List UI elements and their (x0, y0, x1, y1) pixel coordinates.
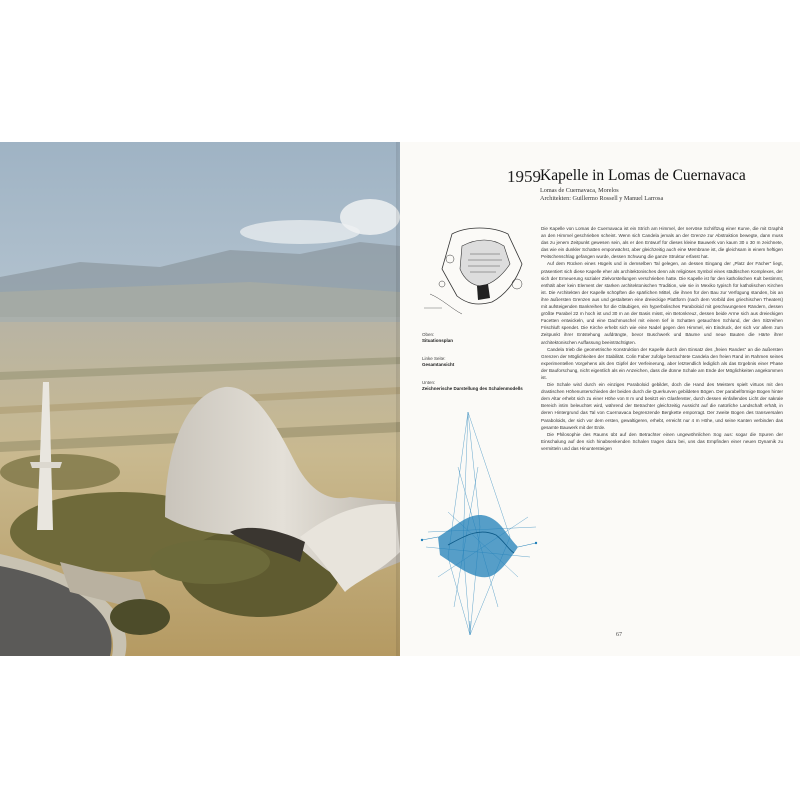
caption-position: Oben: (422, 332, 435, 337)
paragraph: Die Philosophie des Raums übt auf den Betrachter einen ungewöhnlichen Sog aus: sogar die Spuren der Einschalung auf den sich hinabsenkenden Schalen tragen dazu bei, uns das Empfinden einer neuen Dynamik zu vermitteln und das Hinuntersteigen (541, 431, 783, 451)
page-title: Kapelle in Lomas de Cuernavaca (540, 167, 746, 184)
paragraph: Auf dem Rücken eines Hügels und in demselben Tal gelegen, an dessen Eingang der „Platz der Fächer“ liegt, präsentiert sich diese Kapelle eher als architektonisches denn als religiöses Symbol eines städtischen Komplexes, der sich der Erneuerung sozialer Zielvorstellungen verschrieben hatte. Die Kapelle ist für den katholischen Kult bestimmt, enthält aber kein Element der starken architektonischen Tradition, wie sie in Mexiko typisch für katholischen Kirchen ist. Die Architekten der Kapelle schöpften die spärlichen Mittel, die ihnen für den Bau zur Verfügung standen, bis an ihre äußersten Grenzen aus und gestalteten eine dreieckige Plattform (nach dem Vorbild des griechischen Theaters) mit aufsteigenden Bankreihen für die Gläubigen, ein hyperbolisches Paraboloid mit geschwungenen Rändern, dessen größte Parabel 22 m hoch ist und 30 m an der Basis misst, ein Betonkreuz, dessen beide Arme sich aus dreieckigen Facetten entwickeln, und eine Dachmuschel mit einem tief in Schatten getauchten Schlund, der den Sitzreihen Frischluft spendet. Die Kirche erhebt sich wie eine Nadel gegen den Himmel, ein Eindruck, der sich vor allem zum Zeitpunkt ihrer Entstehung aufdrängte, bevor Buschwerk und Bäume und neue Bauten die Härte ihrer architektonischen Auffassung beeinträchtigten. (541, 261, 783, 345)
paragraph: Die Kapelle von Lomas de Cuernavaca ist ein Strich am Himmel, der nervöse Schriftzug einer Kurve, die mit Graphit an den Himmel geschrieben scheint. Wenn sich Candela jemals an der Grenze zur Abstraktion bewegte, dann muss das zu jenem Zeitpunkt gewesen sein, als er den Entwurf für dieses kleine Bauwerk von kaum 30 x 30 m zeichnete, das wie ein dunkler Schatten emporwächst, aber gleichzeitig auch eine Membrane ist, die gleichsam in einem heftigen Peitschenschlag gefangen wurde, dessen Schwung die ganze Struktur erfasst hat. (541, 226, 783, 260)
caption-bottom (422, 380, 534, 392)
caption-left-page (422, 356, 454, 368)
chapel-photograph (0, 142, 400, 656)
year: 1959 (507, 167, 541, 186)
caption-label: Zeichnerische Darstellung des Schalenmodells (422, 386, 523, 391)
caption-position: Unten: (422, 380, 436, 385)
landscape-photo-image (0, 142, 400, 656)
page-number: 67 (616, 632, 622, 638)
shell-model-drawing (418, 407, 540, 637)
caption-label: Gesamtansicht (422, 362, 455, 367)
caption-position: Linke Seite: (422, 356, 446, 361)
article-body (541, 225, 783, 452)
paragraph: Die Schale wird durch ein einziges Paraboloid gebildet, doch die Hand des Meisters spielt virtuos mit den drastischen Höhenunterschieden der beiden durch die Querkurven gebildeten Bögen. Der parabelförmige Bogen hinter dem Altar erhebt sich zu einer Höhe von 8 m und besitzt ein Glasfenster, durch dessen einfallendes Licht der sakrale Bereich intim beleuchtet wird, während der Betrachter gleichzeitig Aussicht auf die natürliche Landschaft erhält, in deren Hintergrund das Tal von Cuernavaca begrenzende Bergkette emporragt. Der zweite Bogen des transversalen Paraboloids, der sich vor dem ersten, gewaltigeren, erhebt, erreicht nur 4 m Höhe, und seine Kanten verbinden das gesamte Bauwerk mit der Erde. (541, 382, 783, 430)
site-plan-drawing (422, 224, 534, 318)
book-spread (0, 142, 800, 656)
text-page (400, 142, 800, 656)
caption-top (422, 332, 453, 344)
architects-line: Architekten: Guillermo Rossell y Manuel Larrosa (540, 195, 664, 202)
location-subtitle: Lomas de Cuernavaca, Morelos (540, 187, 619, 194)
caption-label: Situationsplan (422, 338, 454, 343)
paragraph: Candela trieb die geometrische Konstruktion der Kapelle durch den Einsatz des „freien Randes“ an die äußersten Grenzen der Möglichkeiten der Stabilität. Colin Faber zufolge betrachtete Candela den freien Rand im Rahmen seines experimentellen Vorgehens als den Gipfel der Verfeinerung, aber letztendlich lediglich als das Ergebnis einer Phase der Bauforschung, nicht eigentlich als ein Anzeichen, dass die dünne Schale am Ende der Möglichkeiten angekommen ist. (541, 346, 783, 380)
